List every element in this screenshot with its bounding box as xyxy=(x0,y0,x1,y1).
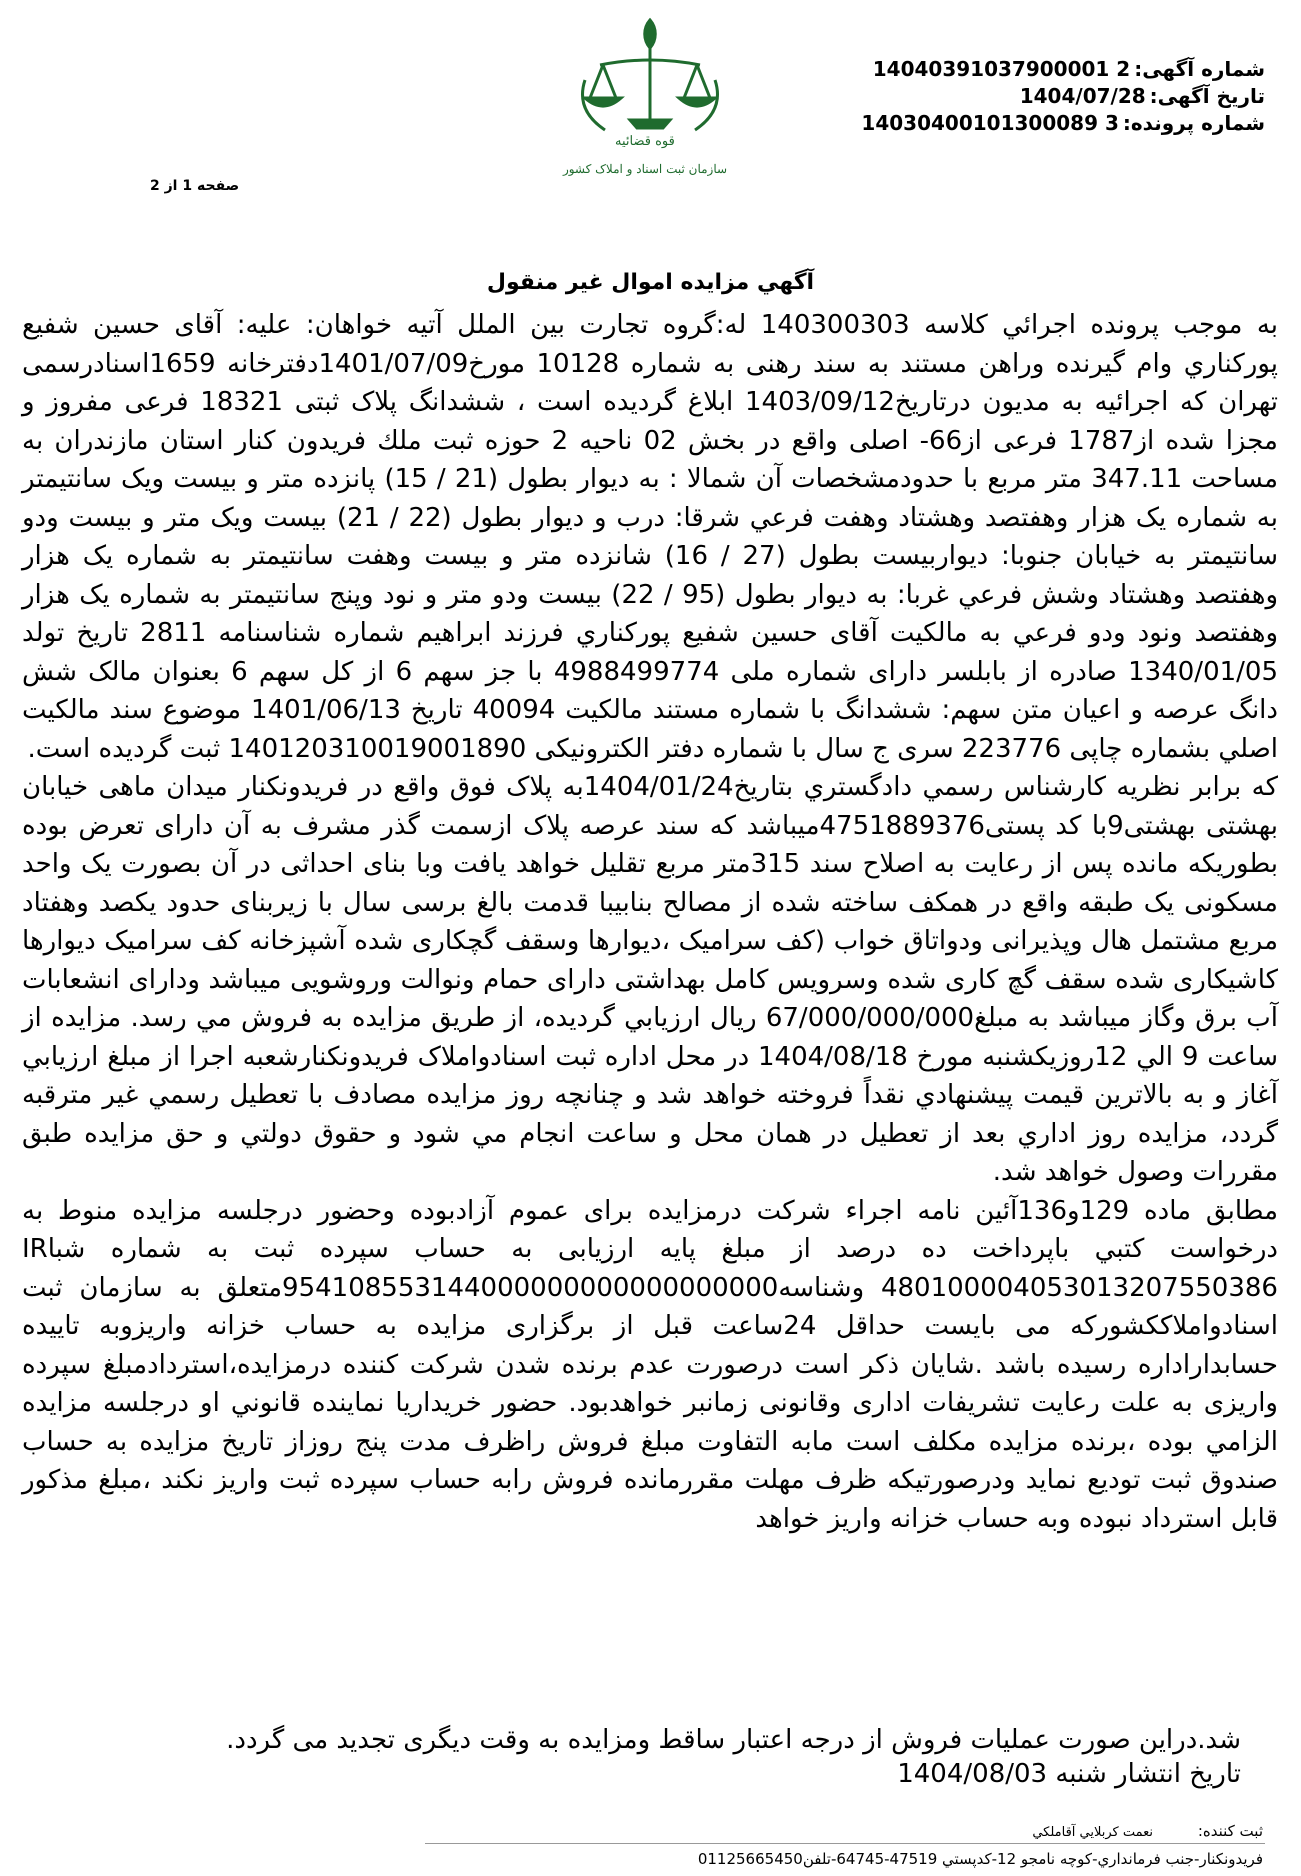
emblem-line1: قوه قضائیه xyxy=(615,134,675,149)
closing-line: شد.دراین صورت عملیات فروش از درجه اعتبار ساقط ومزایده به وقت دیگری تجدید می گردد. xyxy=(226,1725,1241,1755)
publish-date: 1404/08/03 xyxy=(897,1759,1048,1789)
ad-number-label: شماره آگهی: xyxy=(1134,57,1265,81)
paragraph-participation-rules: مطابق ماده 129و136آئین نامه اجراء شرکت درمزایده برای عموم آزادبوده وحضور درجلسه مزایده منوط به درخواست كتبي باپرداخت ده درصد از مبلغ پایه ارزیابی به حساب سپرده ثبت به شماره شباIR 480100004053013207550386 وشناسه954108553144000000000000000000متعلق به سازمان ثبت اسنادواملاككشوركه می بایست حداقل 24ساعت قبل از برگزاری مزایده به حساب خزانه واریزوبه تاییده حسابداراداره رسیده باشد .شایان ذکر است درصورت عدم برنده شدن شرکت کننده درمزایده،استردادمبلغ سپرده واریزی به علت رعایت تشریفات اداری وقانونی زمانبر خواهدبود. حضور خريداريا نماينده قانوني او درجلسه مزايده الزامي بوده ،برنده مزایده مکلف است مابه التفاوت مبلغ فروش راظرف مدت پنج روزاز تاریخ مزایده به حساب صندوق ثبت تودیع نماید ودرصورتیکه ظرف مهلت مقررمانده فروش رابه حساب سپرده ثبت واریز نکند ،مبلغ مذکور قابل استرداد نبوده وبه حساب خزانه واریز خواهد xyxy=(22,1195,1278,1534)
registrar-row xyxy=(363,1818,1263,1846)
ad-date-label: تاریخ آگهی: xyxy=(1149,84,1265,108)
notice-meta xyxy=(805,56,1265,137)
publish-row xyxy=(41,1757,1241,1791)
case-number-row xyxy=(805,110,1265,137)
case-number: 14030400101300089 3 xyxy=(861,111,1119,135)
ad-number-row xyxy=(805,56,1265,83)
page-indicator: صفحه 1 از 2 xyxy=(150,178,240,194)
ad-date-row xyxy=(805,83,1265,110)
ad-number: 14040391037900001 2 xyxy=(872,57,1131,81)
registrar-label: ثبت كننده: xyxy=(1197,1822,1263,1840)
ad-date: 1404/07/28 xyxy=(1019,84,1146,108)
footer xyxy=(363,1818,1263,1872)
footer-divider xyxy=(425,1843,1265,1844)
emblem-line2: سازمان ثبت اسناد و املاک کشور xyxy=(562,162,728,176)
page-title: آگهي مزايده اموال غير منقول xyxy=(486,270,815,295)
publish-label: تاریخ انتشار شنبه xyxy=(1055,1759,1241,1789)
paragraph-property-details: به موجب پرونده اجرائي كلاسه 140300303 له:گروه تجارت بین الملل آتیه خواهان: علیه: آقای حسین شفیع پورکناري وام گیرنده وراهن مستند به سند رهنی به شماره 10128 مورخ1401/07/09دفترخانه 1659اسنادرسمی تهران که اجرائیه به مدیون درتاریخ1403/09/12 ابلاغ گردیده است ، ششدانگ پلاک ثبتی 18321 فرعی مفروز و مجزا شده از1787 فرعی از66- اصلی واقع در بخش 02 ناحیه 2 حوزه ثبت ملك فریدون کنار استان مازندران به مساحت 347.11 متر مربع با حدودمشخصات آن شمالا : به دیوار بطول (21 / 15) پانزده متر و بیست ویک سانتیمتر به شماره یک هزار وهفتصد وهشتاد وهفت فرعي شرقا: درب و دیوار بطول (22 / 21) بیست ویک متر و بیست ودو سانتیمتر به خیابان جنوبا: دیواربیست بطول (27 / 16) شانزده متر و بیست وهفت سانتیمتر به شماره یک هزار وهفتصد وهشتاد وشش فرعي غربا: به دیوار بطول (95 / 22) بیست ودو متر و نود وپنج سانتیمتر به شماره یک هزار وهفتصد ونود ودو فرعي به مالكيت آقای حسین شفیع پورکناري فرزند ابراهیم شماره شناسنامه 2811 تاریخ تولد 1340/01/05 صادره از بابلسر دارای شماره ملی 4988499774 با جز سهم 6 از کل سهم 6 بعنوان مالک شش دانگ عرصه و اعیان متن سهم: ششدانگ با شماره مستند مالکیت 40094 تاریخ 1401/06/13 موضوع سند مالكيت اصلي بشماره چاپی 223776 سری ج سال با شماره دفتر الکترونیکی 140120310019001890 ثبت گردیده است. xyxy=(22,310,1279,764)
judiciary-emblem xyxy=(545,10,755,210)
notice-closing xyxy=(41,1723,1241,1791)
case-number-label: شماره پرونده: xyxy=(1122,111,1265,135)
notice-body xyxy=(22,306,1278,1538)
paragraph-appraisal-auction: که برابر نظریه کارشناس رسمي دادگستري بتاريخ1404/01/24به پلاک فوق واقع در فریدونکنار میدان ماهی خیابان بهشتی بهشتی9با کد پستی4751889376میباشد که سند عرصه پلاک ازسمت گذر مشرف به آن دارای تعرض بوده بطوریکه مانده پس از رعایت به اصلاح سند 315متر مربع تقلیل خواهد یافت وبا بنای احداثی در آن بصورت یک واحد مسکونی یک طبقه واقع در همکف ساخته شده از مصالح بنابیبا قدمت بالغ برسی سال با زیربنای حدود یکصد وهفتاد مربع مشتمل هال وپذیرانی ودواتاق خواب (کف سرامیک ،دیوارها وسقف گچکاری شده آشپزخانه کف سرامیک دیوارها کاشیکاری شده سقف گچ کاری شده وسرویس کامل بهداشتی دارای حمام ونوالت وروشویی میباشد ودارای انشعابات آب برق وگاز میباشد به مبلغ67/000/000/000 ريال ارزيابي گرديده، از طريق مزايده به فروش مي رسد. مزایده از ساعت 9 الي 12روزیکشنبه مورخ 1404/08/18 در محل اداره ثبت اسنادواملاک فریدونکنارشعبه اجرا از مبلغ ارزيابي آغاز و به بالاترين قيمت پيشنهادي نقداً فروخته خواهد شد و چنانچه روز مزايده مصادف با تعطيل رسمي غير مترقبه گردد، مزايده روز اداري بعد از تعطيل در همان محل و ساعت انجام مي شود و حقوق دولتي و حق مزايده طبق مقررات وصول خواهد شد. xyxy=(22,772,1279,1187)
scales-of-justice-icon xyxy=(545,10,755,210)
office-address: فريدونكنار-جنب فرمانداري-كوچه نامجو 12-كدپستي 47519-64745-تلفن01125665450 xyxy=(697,1850,1263,1868)
registrar-name: نعمت كربلايي آقاملكي xyxy=(1032,1825,1154,1840)
